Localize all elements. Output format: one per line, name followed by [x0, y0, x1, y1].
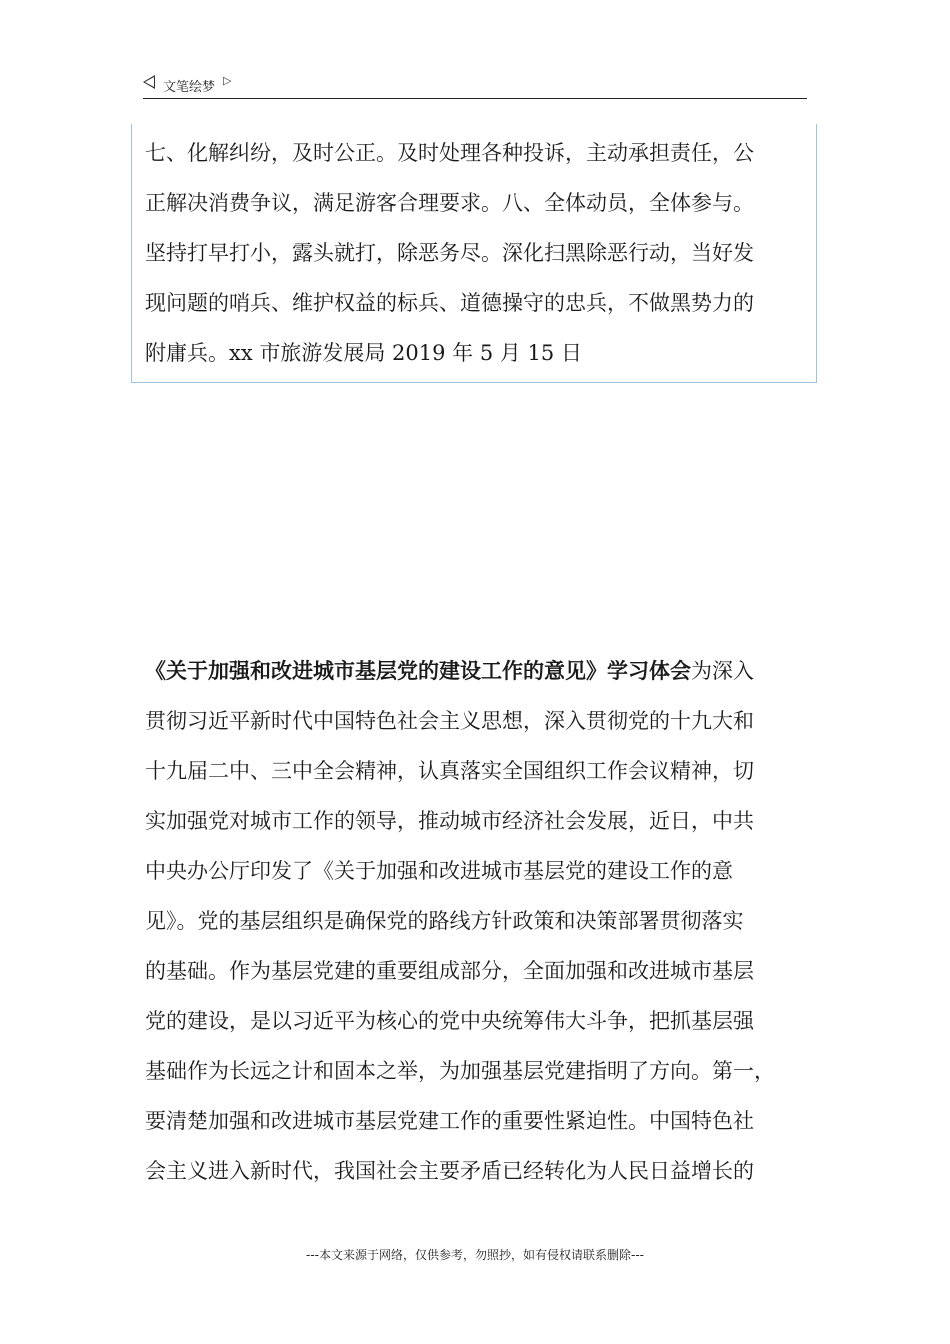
triangle-right-icon: ▷	[223, 74, 232, 87]
title-line	[145, 646, 810, 696]
text-line: 坚持打早打小，露头就打，除恶务尽。深化扫黑除恶行动，当好发	[145, 241, 754, 265]
header-title: 文笔绘梦	[163, 80, 216, 95]
triangle-left-icon	[143, 75, 155, 89]
article-title: 《关于加强和改进城市基层党的建设工作的意见》学习体会	[145, 659, 691, 683]
text-line: 要清楚加强和改进城市基层党建工作的重要性紧迫性。中国特色社	[145, 1109, 754, 1133]
text-line: 见》。党的基层组织是确保党的路线方针政策和决策部署贯彻落实	[145, 909, 744, 933]
text-line: 十九届二中、三中全会精神，认真落实全国组织工作会议精神，切	[145, 759, 754, 783]
text-line: 贯彻习近平新时代中国特色社会主义思想，深入贯彻党的十九大和	[145, 709, 754, 733]
section2-paragraph	[145, 646, 810, 1196]
text-line: 党的建设，是以习近平为核心的党中央统筹伟大斗争，把抓基层强	[145, 1009, 754, 1033]
text-line: 会主义进入新时代，我国社会主要矛盾已经转化为人民日益增长的	[145, 1159, 754, 1183]
title-tail: 为深入	[691, 659, 754, 683]
page-header	[143, 72, 807, 99]
text-line: 的基础。作为基层党建的重要组成部分，全面加强和改进城市基层	[145, 959, 754, 983]
text-line: 七、化解纠纷，及时公正。及时处理各种投诉，主动承担责任，公	[145, 141, 754, 165]
text-line: 现问题的哨兵、维护权益的标兵、道德操守的忠兵，不做黑势力的	[145, 291, 754, 315]
section1-paragraph	[145, 128, 795, 378]
page-footer: ---本文来源于网络，仅供参考，勿照抄，如有侵权请联系删除---	[306, 1248, 644, 1262]
text-line: 基础作为长远之计和固本之举，为加强基层党建指明了方向。第一，	[145, 1059, 775, 1083]
text-line: 实加强党对城市工作的领导，推动城市经济社会发展，近日，中共	[145, 809, 754, 833]
text-line: 附庸兵。xx 市旅游发展局 2019 年 5 月 15 日	[145, 341, 582, 365]
text-line: 中央办公厅印发了《关于加强和改进城市基层党的建设工作的意	[145, 859, 733, 883]
text-line: 正解决消费争议，满足游客合理要求。八、全体动员，全体参与。	[145, 191, 754, 215]
